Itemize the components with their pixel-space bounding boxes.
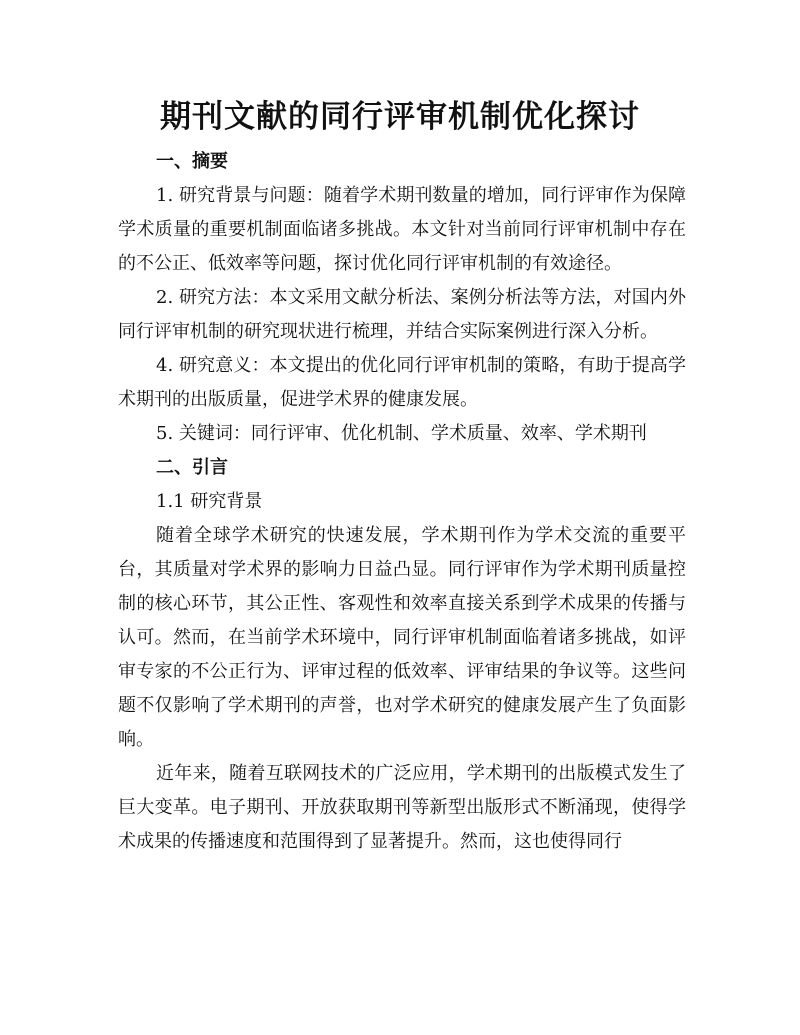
intro-subheading: 1.1 研究背景 [156, 491, 263, 512]
intro-paragraph: 随着全球学术研究的快速发展，学术期刊作为学术交流的重要平台，其质量对学术界的影响力日益凸显。同行评审作为学术期刊质量控制的核心环节，其公正性、客观性和效率直接关系到学术成果的传播与认可。然而，在当前学术环境中，同行评审机制面临着诸多挑战，如评审专家的不公正行为、评审过程的低效率、评审结果的争议等。这些问题不仅影响了学术期刊的声誉，也对学术研究的健康发展产生了负面影响。 [118, 525, 686, 750]
intro-heading: 二、引言 [156, 457, 228, 478]
abstract-item: 4. 研究意义：本文提出的优化同行评审机制的策略，有助于提高学术期刊的出版质量，促进学术界的健康发展。 [118, 355, 686, 410]
intro-paragraph: 近年来，随着互联网技术的广泛应用，学术期刊的出版模式发生了巨大变革。电子期刊、开放获取期刊等新型出版形式不断涌现，使得学术成果的传播速度和范围得到了显著提升。然而，这也使得同行 [118, 763, 686, 852]
document-body [118, 145, 686, 859]
abstract-item: 2. 研究方法：本文采用文献分析法、案例分析法等方法，对国内外同行评审机制的研究现状进行梳理，并结合实际案例进行深入分析。 [118, 287, 686, 342]
abstract-heading: 一、摘要 [156, 151, 228, 172]
abstract-item: 5. 关键词：同行评审、优化机制、学术质量、效率、学术期刊 [156, 423, 647, 444]
document-title: 期刊文献的同行评审机制优化探讨 [160, 99, 640, 135]
abstract-item: 1. 研究背景与问题：随着学术期刊数量的增加，同行评审作为保障学术质量的重要机制面临诸多挑战。本文针对当前同行评审机制中存在的不公正、低效率等问题，探讨优化同行评审机制的有效途径。 [118, 185, 686, 274]
